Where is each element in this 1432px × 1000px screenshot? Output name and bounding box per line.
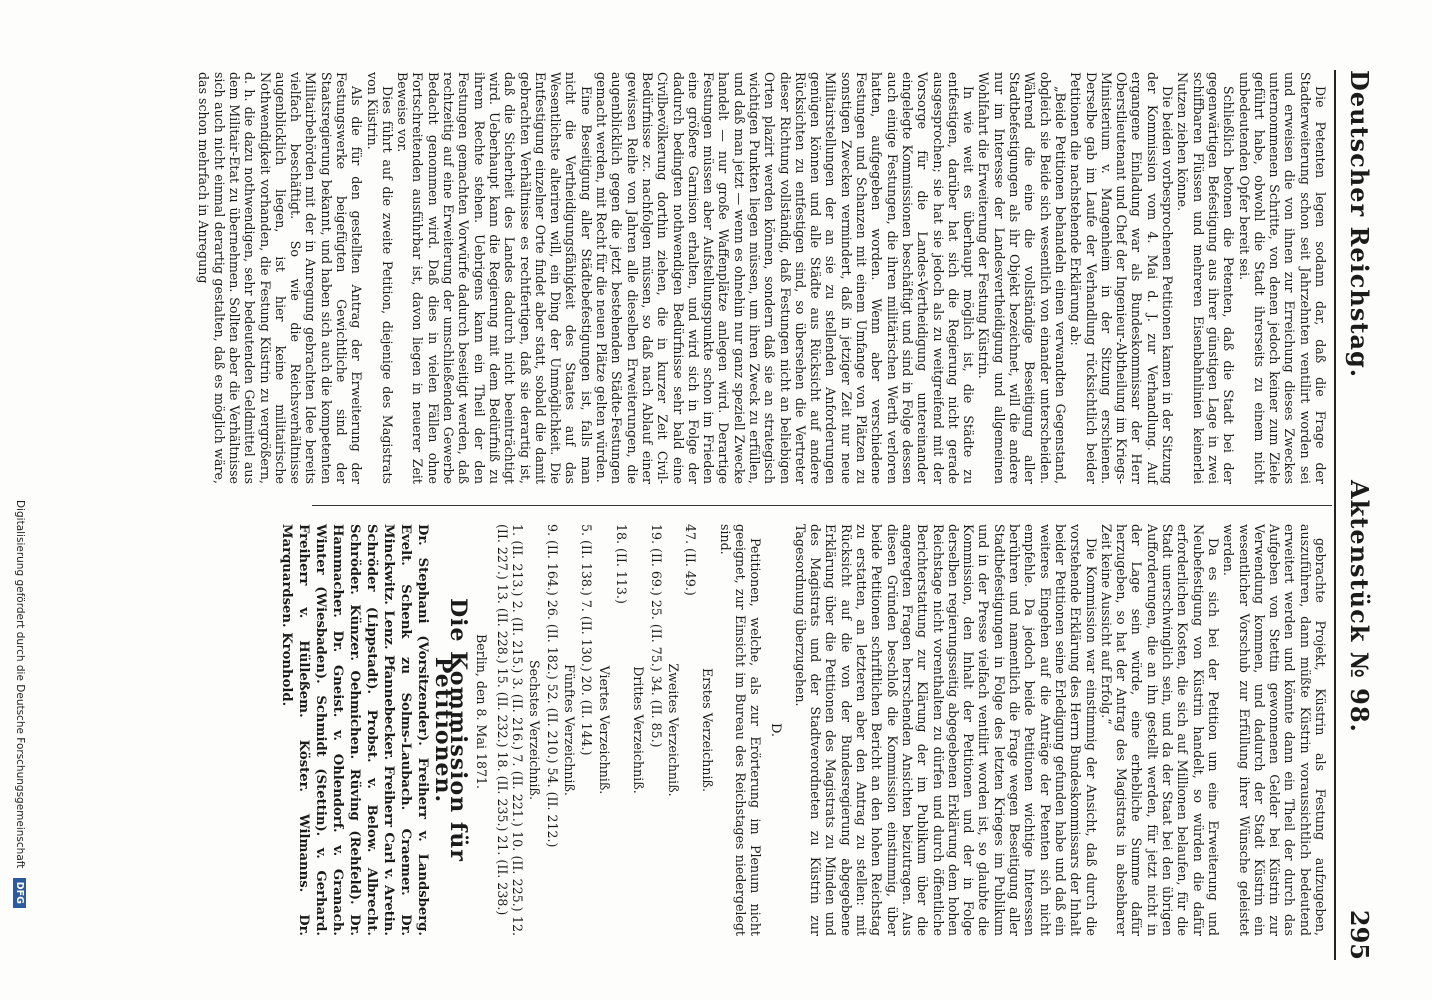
column-divider xyxy=(312,505,1332,506)
left-column xyxy=(196,72,1328,484)
right-column xyxy=(278,524,1328,936)
paragraph: Die beiden vorbesprochenen Petitionen kamen in der Sitzung der Kommission vom 4. Mai d. J. zur Verhandlung. Auf ergangene Einladung war als Bundeskommissar der Herr Oberstlieutenant und Chef der Ingenieur-Abtheilung im Kriegs-Ministerium v. Mangenheim in der Sitzung erschienen. Derselbe gab im Laufe der Verhandlung rücksichtlich beider Petitionen die nachstehende Erklärung ab: xyxy=(1068,72,1176,484)
header-publication-title: Deutscher Reichstag. xyxy=(1345,70,1374,379)
date-line: Berlin, den 8. Mai 1871. xyxy=(473,634,489,790)
paragraph: Schließlich betonen die Petenten, daß die Stadt bei der gegenwärtigen Befestigung aus ihrer günstigen Lage in zwei schiffbaren Flüssen und mehreren Eisenbahnlinien keinerlei Nutzen ziehen könne. xyxy=(1175,72,1237,484)
list-title: Zweites Verzeichniß. xyxy=(665,663,681,797)
paragraph: Da es sich bei der Petition um eine Erweiterung und Neubefestigung von Küstrin handelt, so würden die dafür erforderlichen Kosten, die sich auf Millionen belaufen, für die Stadt unerschwinglich sein, und da der Staat bei den übrigen Aufforderungen, die an ihn gestellt werden, für jetzt nicht in der Lage sein würde, eine erhebliche Summe dafür herzugeben, so hat der Antrag des Magistrats in absehbarer Zeit keine Aussicht auf Erfolg.“ xyxy=(1098,524,1221,936)
dfg-logo: DFG xyxy=(13,878,26,908)
list-entries: 5. (II. 138.) 7. (II. 130.) 20. (II. 144.) xyxy=(579,524,595,756)
list-entries: 1. (II. 213.) 2. (II. 215.) 3. (II. 216.) 7. (II. 221.) 10. (II. 225.) 12. (II. 227.) 13. (II. 228.) 15. (II. 232.) 18. (II. 235.) 21. (II. 238.) xyxy=(494,524,526,936)
list-entries: 19. (II. 69.) 25. (II. 75.) 34. (II. 85.) xyxy=(648,524,664,748)
header-rule xyxy=(1334,70,1336,960)
paragraph: gebrachte Projekt, Küstrin als Festung aufzugeben, auszuführen, dann müßte Küstrin voraussichtlich bedeutend erweitert werden und könnte dann ein Theil der durch das Aufgeben von Stettin gewonnenen Gelder bei Küstrin zur Verwendung kommen, und dadurch der Stadt Küstrin ein wesentlicher Vorschub zur Erfüllung ihrer Wünsche geleistet werden. xyxy=(1221,524,1328,936)
commission-members: Dr. Stephani (Vorsitzender). Freiherr v. Landsberg. Evelt. Schenk zu Solms-Laubach. Craemer. Dr. Minckwitz. Lenz. Pfannebecker. Freiherr Carl v. Aretin. Schröder (Lippstadt). Probst. v. Below. Albrecht. Schröder. Künzer. Oehmichen. Rüving (Rehfeld). Dr. Hammacher. Dr. Gneist. v. Ohlendorf. v. Granach. Winter (Wiesbaden). Schmidt (Stettin). v. Gerhard. Freiherr v. Hülleßem. Köster. Wilmanns. Dr. Marquardsen. Kronhold. xyxy=(278,524,430,936)
page-header xyxy=(1338,70,1374,960)
paragraph: In wie weit es überhaupt möglich ist, die Städte zu entfestigen, darüber hat sich die Regierung nicht gerade ausgesprochen; sie hat sie jedoch als zu weitgreifend mit der Vorsorge für die Landes-Vertheidigung untereinander eingelegte Kommissionen beschäftigt und sind in Folge dessen auch einige Festungen, die ihren militärischen Werth verloren hatten, aufgegeben worden. Wenn aber verschiedene Festungen und Schanzen mit einem Umfange von Plätzen zu sonstigen Zwecken vermindert, daß in jetziger Zeit nur neue Militairstellungen der an sie zu stellenden Anforderungen genügen können und alle Städte aus Rücksicht auf andere Rücksichten zu entfestigen sind, so übersehen die Vertreter dieser Richtung vollständig, daß Festungen nicht an beliebigen Orten plazirt werden können, sondern daß sie an strategisch wichtigen Punkten liegen müssen, um ihren Zweck zu erfüllen, und daß man jetzt — wenn es ohnehin nur ganz speziell Zwecke handelt — nur große Waffenplätze anlegen wird. Derartige Festungen müssen aber Aufstellungspunkte schon im Frieden eine größere Garnison erhalten, und wird sich in Folge der dadurch bedingten nothwendigen Bedürfnisse sehr bald eine Civilbevölkerung dorthin ziehen, die in kurzer Zeit Civil-Bedürfnisse zc. nachfolgen müssen, so daß nach Ablauf einer gewissen Reihe von Jahren alle dieselben Erweiterungen, die augenblicklich gegen die jetzt bestehenden Städte-Festungen gemacht werden, mit Recht für die neuen Plätze gelten würden. xyxy=(594,72,977,484)
header-document-number: Aktenstück № 98. xyxy=(1345,480,1374,733)
paragraph: Die Kommission war einstimmig der Ansicht, daß durch die vorstehende Erklärung des Herrn Bundeskommissars der Inhalt beider Petitionen seine Erledigung gefunden habe und daß ein weiteres Eingehen auf die Anträge der Petenten sich nicht empfehle. Da jedoch beide Petitionen wichtige Interessen berühren und namentlich die Frage wegen Beseitigung aller Stadtbefestigungen in Folge des letzten Krieges im Publikum und in der Presse vielfach ventilirt worden ist, so glaubte die Kommission, den Inhalt der Petitionen und der in Folge derselben regierungsseitig abgegebenen Erklärung dem hohen Reichstage nicht vorenthalten zu dürfen und durch öffentliche Berichterstattung zur Klärung der im Publikum über die angeregten Fragen herrschenden Ansichten beizutragen. Aus diesen Gründen beschloß die Kommission einstimmig, über beide Petitionen schriftlichen Bericht an den hohen Reichstag zu erstatten, an letzteren aber den Antrag zu stellen: mit Rücksicht auf die von der Bundesregierung abgegebene Erklärung über die Petitionen des Magistrats zu Minden und des Magistrats und der Stadtverordneten zu Küstrin zur Tagesordnung überzugehen. xyxy=(792,524,1099,936)
paragraph: „Beide Petitionen behandeln einen verwandten Gegenstand, obgleich sie Beide sich wesentlich von einander unterscheiden. Während die eine die vollständige Beseitigung aller Stadtbefestigungen als ihr Objekt bezeichnet, will die andere nur im Interesse der Landesvertheidigung und allgemeinen Wohlfahrt die Erweiterung der Festung Küstrin. xyxy=(976,72,1068,484)
footer-credit xyxy=(8,500,26,1000)
list-title: Erstes Verzeichniß. xyxy=(700,668,716,792)
paragraph: Als die für den gestellten Antrag der Erweiterung der Festungswerke beigefügten Gewichtliche sind der Staatsregierung bekannt, und haben sich auch die kompetenten Militairbehörden mit der in Anregung gebrachten Idee bereits vielfach beschäftigt. So wie die Reichsverhältnisse augenblicklich liegen, ist hier keine militairische Nothwendigkeit vorhanden, die Festung Küstrin zu vergrößern, d. h. die dazu nothwendigen, sehr bedeutenden Geldmittel aus dem Militair-Etat zu übernehmen. Sollten aber die Verhältnisse sich auch nicht einmal derartig gestalten, daß es möglich wäre, das schon mehrfach in Anregung xyxy=(196,72,365,484)
section-heading: D. xyxy=(767,722,783,738)
list-title: Viertes Verzeichniß. xyxy=(596,665,612,795)
footer-text: Digitalisierung gefördert durch die Deutsche Forschungsgemeinschaft xyxy=(14,500,26,869)
paragraph: Dies führt auf die zweite Petition, diejenige des Magistrats von Küstrin. xyxy=(364,72,395,484)
list-title: Sechstes Verzeichniß. xyxy=(527,660,543,800)
commission-title: Die Kommission für Petitionen. xyxy=(429,598,472,862)
list-title: Fünftes Verzeichniß. xyxy=(562,664,578,796)
list-entries: 9. (II. 164.) 26. (II. 182.) 52. (II. 210.) 54. (II. 212.) xyxy=(544,524,560,848)
header-page-number: 295 xyxy=(1345,909,1374,960)
list-title: Drittes Verzeichniß. xyxy=(631,666,647,794)
paragraph: Die Petenten legen sodann dar, daß die Frage der Stadterweiterung schon seit Jahrzehnten ventilirt worden sei und erweisen die von ihnen zur Erreichung dieses Zweckes unternommenen Schritte, von denen jedoch keiner zum Ziele geführt habe, obwohl die Stadt ihrerseits zu einem nicht unbedeutenden Opfer bereit sei. xyxy=(1236,72,1328,484)
paragraph: Eine Beseitigung aller Städtebefestigungen ist, falls man nicht die Vertheidigungsfähigkeit des Staates auf das Wesentlichste alteriren will, ein Ding der Unmöglichkeit. Die Entfestigung einzelner Orte findet aber statt, sobald die damit gebrachten Verhältnisse es rechtfertigen, daß sie derartig ist, daß die Sicherheit des Landes dadurch nicht beeinträchtigt wird. Ueberhaupt kann die Regierung mit dem Bedürfniß zu ihrem Rechte stehen. Uebrigens kann ein Theil der den Festungen gemachten Vorwürfe dadurch beseitigt werden, daß rechtzeitig auf eine Erweiterung der umschließenden Gewerbe Bedacht genommen wird. Daß dies in vielen Fällen ohne Fortschreitenden ausführbar ist, davon liegen in neuerer Zeit Beweise vor. xyxy=(395,72,594,484)
section-intro: Petitionen, welche, als zur Erörterung im Plenum nicht geeignet, zur Einsicht im Bureau des Reichstages niedergelegt sind. xyxy=(717,524,764,936)
list-entries: 18. (II. 113.) xyxy=(613,524,629,604)
list-entries: 47. (II. 49.) xyxy=(683,524,699,596)
